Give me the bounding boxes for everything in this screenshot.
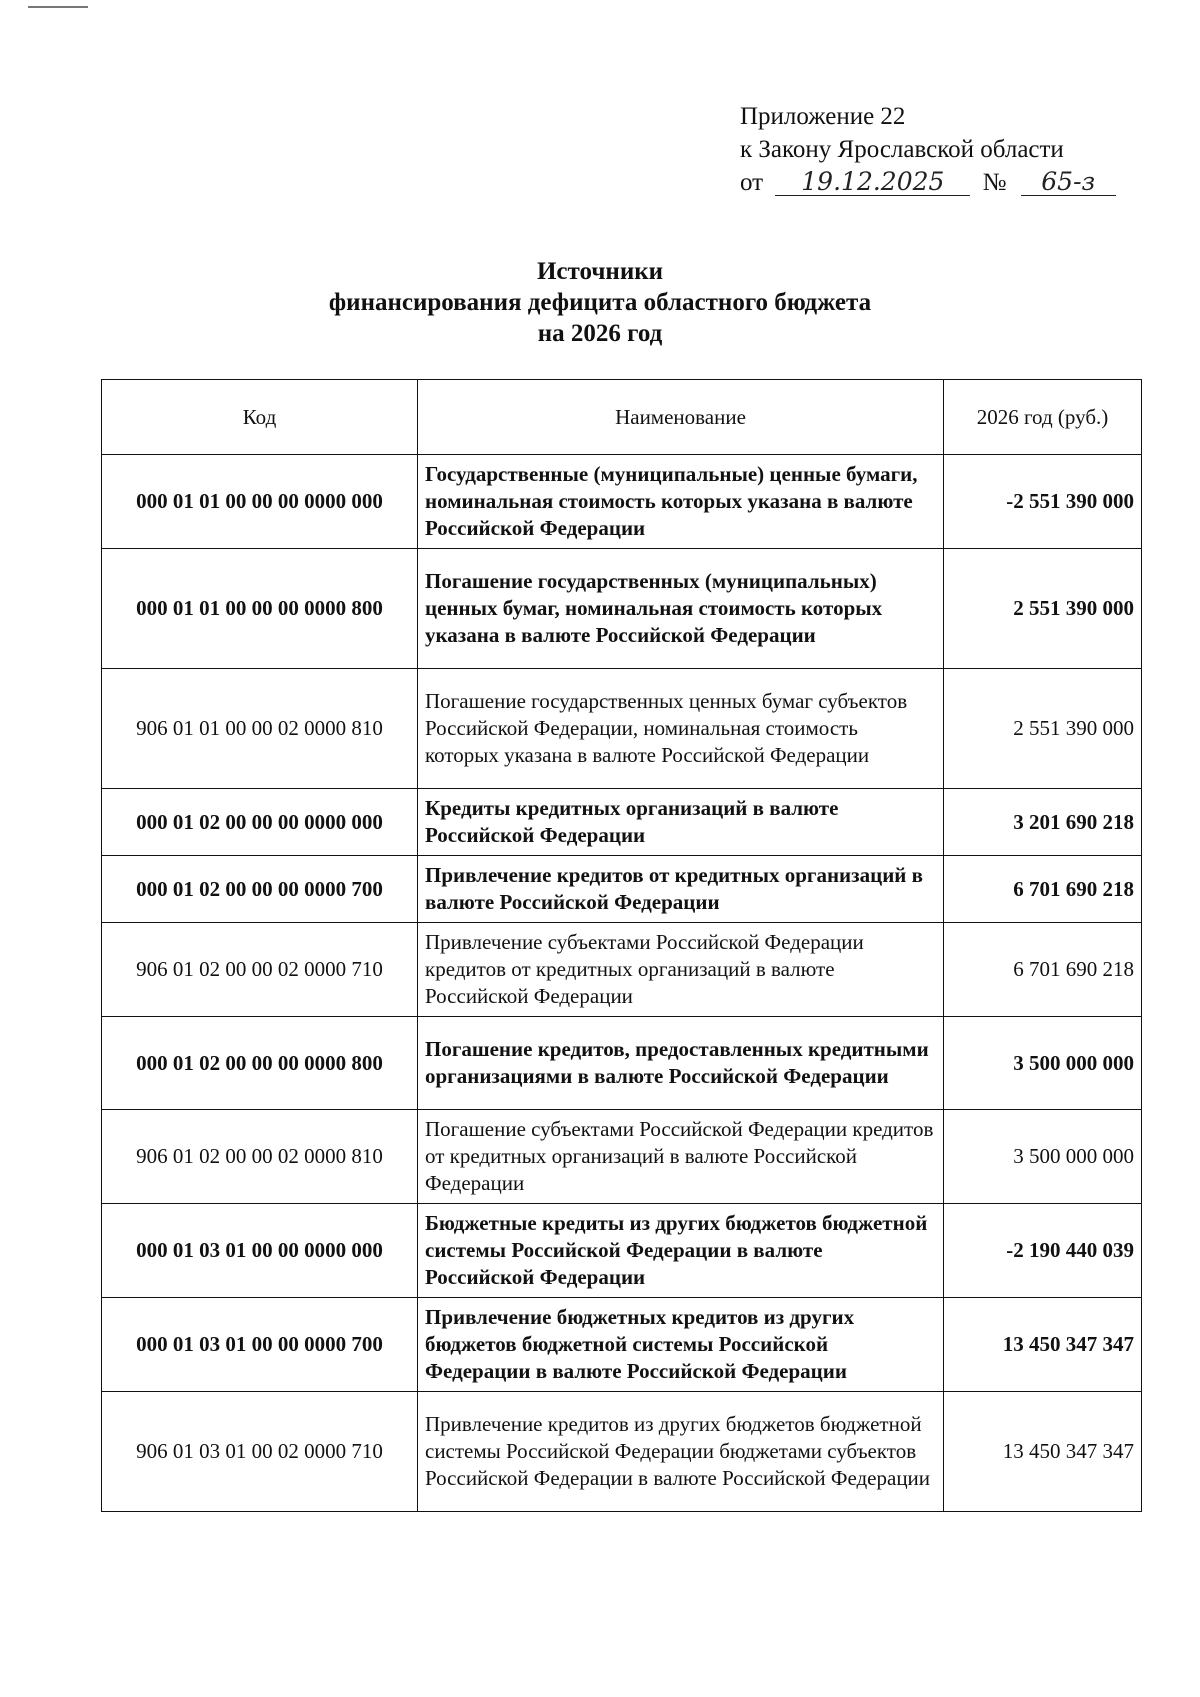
row-name: Кредиты кредитных организаций в валюте Российской Федерации: [418, 789, 944, 856]
law-reference: к Закону Ярославской области: [740, 136, 1064, 163]
row-code: 000 01 02 00 00 00 0000 000: [102, 789, 418, 856]
row-code: 000 01 03 01 00 00 0000 700: [102, 1298, 418, 1392]
handwritten-law-number: 65-з: [1021, 169, 1116, 196]
table-row: [102, 856, 1142, 923]
row-name: Погашение кредитов, предоставленных кредитными организациями в валюте Российской Федерации: [418, 1017, 944, 1110]
document-title: [0, 256, 1200, 349]
row-name: Привлечение кредитов из других бюджетов бюджетной системы Российской Федерации бюджетами субъектов Российской Федерации в валюте Российской Федерации: [418, 1392, 944, 1512]
row-code: 906 01 02 00 00 02 0000 710: [102, 923, 418, 1017]
column-header-name: Наименование: [418, 380, 944, 455]
row-code: 000 01 02 00 00 00 0000 800: [102, 1017, 418, 1110]
row-amount: -2 190 440 039: [944, 1204, 1142, 1298]
row-amount: 2 551 390 000: [944, 549, 1142, 669]
row-amount: 6 701 690 218: [944, 856, 1142, 923]
table-row: [102, 455, 1142, 549]
row-name: Бюджетные кредиты из других бюджетов бюджетной системы Российской Федерации в валюте Российской Федерации: [418, 1204, 944, 1298]
table-row: [102, 1298, 1142, 1392]
table-row: [102, 1110, 1142, 1204]
row-name: Привлечение кредитов от кредитных организаций в валюте Российской Федерации: [418, 856, 944, 923]
table-row: [102, 1204, 1142, 1298]
row-amount: 3 500 000 000: [944, 1110, 1142, 1204]
row-code: 906 01 02 00 00 02 0000 810: [102, 1110, 418, 1204]
column-header-amount: 2026 год (руб.): [944, 380, 1142, 455]
row-name: Привлечение бюджетных кредитов из других бюджетов бюджетной системы Российской Федерации в валюте Российской Федерации: [418, 1298, 944, 1392]
row-code: 000 01 01 00 00 00 0000 800: [102, 549, 418, 669]
row-name: Погашение субъектами Российской Федерации кредитов от кредитных организаций в валюте Российской Федерации: [418, 1110, 944, 1204]
row-code: 906 01 01 00 00 02 0000 810: [102, 669, 418, 789]
table-row: [102, 789, 1142, 856]
column-header-code: Код: [102, 380, 418, 455]
row-name: Погашение государственных (муниципальных) ценных бумаг, номинальная стоимость которых указана в валюте Российской Федерации: [418, 549, 944, 669]
table-row: [102, 1392, 1142, 1512]
law-date-line: [740, 166, 1116, 199]
row-amount: 6 701 690 218: [944, 923, 1142, 1017]
scan-artifact: [28, 6, 88, 8]
appendix-label: Приложение 22: [740, 103, 906, 130]
number-sign: №: [982, 169, 1007, 196]
row-amount: -2 551 390 000: [944, 455, 1142, 549]
row-code: 906 01 03 01 00 02 0000 710: [102, 1392, 418, 1512]
table-row: [102, 923, 1142, 1017]
row-name: Погашение государственных ценных бумаг субъектов Российской Федерации, номинальная стоимость которых указана в валюте Российской Федерации: [418, 669, 944, 789]
row-amount: 13 450 347 347: [944, 1392, 1142, 1512]
financing-sources-table: [101, 379, 1142, 1512]
appendix-header: [740, 100, 1116, 199]
table-row: [102, 669, 1142, 789]
row-code: 000 01 02 00 00 00 0000 700: [102, 856, 418, 923]
row-name: Государственные (муниципальные) ценные бумаги, номинальная стоимость которых указана в валюте Российской Федерации: [418, 455, 944, 549]
row-amount: 3 500 000 000: [944, 1017, 1142, 1110]
table-row: [102, 549, 1142, 669]
title-line-3: на 2026 год: [537, 320, 663, 347]
handwritten-date: 19.12.2025: [775, 169, 970, 196]
row-amount: 2 551 390 000: [944, 669, 1142, 789]
date-prefix: от: [740, 169, 764, 196]
table-row: [102, 1017, 1142, 1110]
table-header-row: [102, 380, 1142, 455]
row-amount: 13 450 347 347: [944, 1298, 1142, 1392]
row-amount: 3 201 690 218: [944, 789, 1142, 856]
row-code: 000 01 01 00 00 00 0000 000: [102, 455, 418, 549]
row-name: Привлечение субъектами Российской Федерации кредитов от кредитных организаций в валюте Российской Федерации: [418, 923, 944, 1017]
title-line-2: финансирования дефицита областного бюджета: [328, 289, 872, 316]
title-line-1: Источники: [536, 258, 664, 285]
row-code: 000 01 03 01 00 00 0000 000: [102, 1204, 418, 1298]
